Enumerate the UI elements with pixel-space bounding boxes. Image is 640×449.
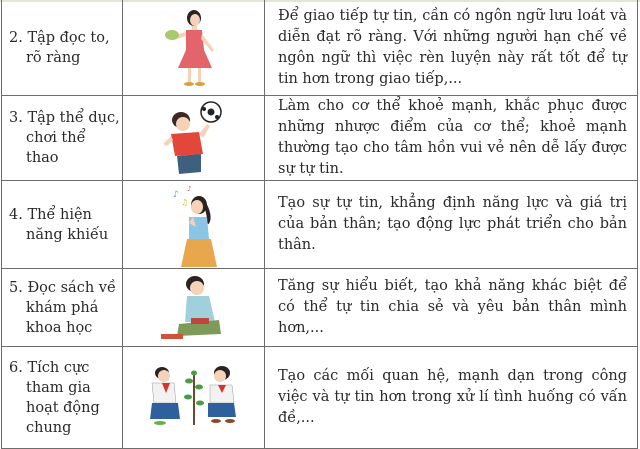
activity-label-cell [2,96,123,181]
activity-label-cell [2,347,123,449]
svg-text:♪: ♪ [186,184,191,193]
activity-label-cont: chung [26,419,72,436]
activity-label-cont: tham gia [26,379,91,396]
children-planting-tree-illustration [144,363,244,433]
activity-description: Để giao tiếp tự tin, cần có ngôn ngữ lưu loát và diễn đạt rõ ràng. Với những người hạn chế về ngôn ngữ thì việc rèn luyện này rất tốt để tự tin hơn trong giao tiếp,... [265,0,638,96]
svg-text:♪: ♪ [172,189,179,200]
boy-reading-book-illustration [159,272,229,344]
activity-description: Tạo các mối quan hệ, mạnh dạn trong công việc và tự tin hơn trong xử lí tình huống có vấn đề,... [265,347,638,449]
activity-label-cont: khoa học [26,319,93,336]
activity-label: 5. Đọc sách về [9,279,116,296]
activity-label-cell [2,181,123,269]
boy-playing-football-illustration [159,100,229,176]
table-row [2,347,638,449]
activity-label-cont: khám phá [26,299,99,316]
activity-description: Tạo sự tự tin, khẳng định năng lực và giá trị của bản thân; tạo động lực phát triển cho bản thân. [265,181,638,269]
illustration-cell [123,181,265,269]
activity-label-cell [2,269,123,347]
activity-label: 6. Tích cực [9,359,90,376]
svg-text:♫: ♫ [180,197,188,207]
activity-label: 4. Thể hiện [9,206,92,223]
illustration-cell [123,269,265,347]
illustration-cell [123,347,265,449]
activity-label: 2. Tập đọc to, [9,29,110,46]
table-row [2,181,638,269]
table-row [2,96,638,181]
activity-label-cell [2,0,123,96]
illustration-cell [123,0,265,96]
activity-label: 3. Tập thể dục, [9,110,120,126]
activity-label-cont: năng khiếu [26,226,109,243]
table-row [2,0,638,96]
table-row [2,269,638,347]
girl-reading-aloud-illustration [164,6,224,90]
confidence-activities-table [1,0,638,449]
illustration-cell [123,96,265,181]
activity-label-cont: hoạt động [26,399,100,416]
activity-label-cont: rõ ràng [26,49,81,66]
activity-label-cont: chơi thể thao [26,130,86,166]
activity-description: Làm cho cơ thể khoẻ mạnh, khắc phục được những nhược điểm của cơ thể; khoẻ mạnh thường tạo cho tâm hồn vui vẻ nên dễ lấy được sự tự tin. [265,96,638,181]
activity-description: Tăng sự hiểu biết, tạo khả năng khác biệt để có thể tự tin chia sẻ và yêu bản thân mình hơn,... [265,269,638,347]
girl-singing-illustration [169,183,219,267]
